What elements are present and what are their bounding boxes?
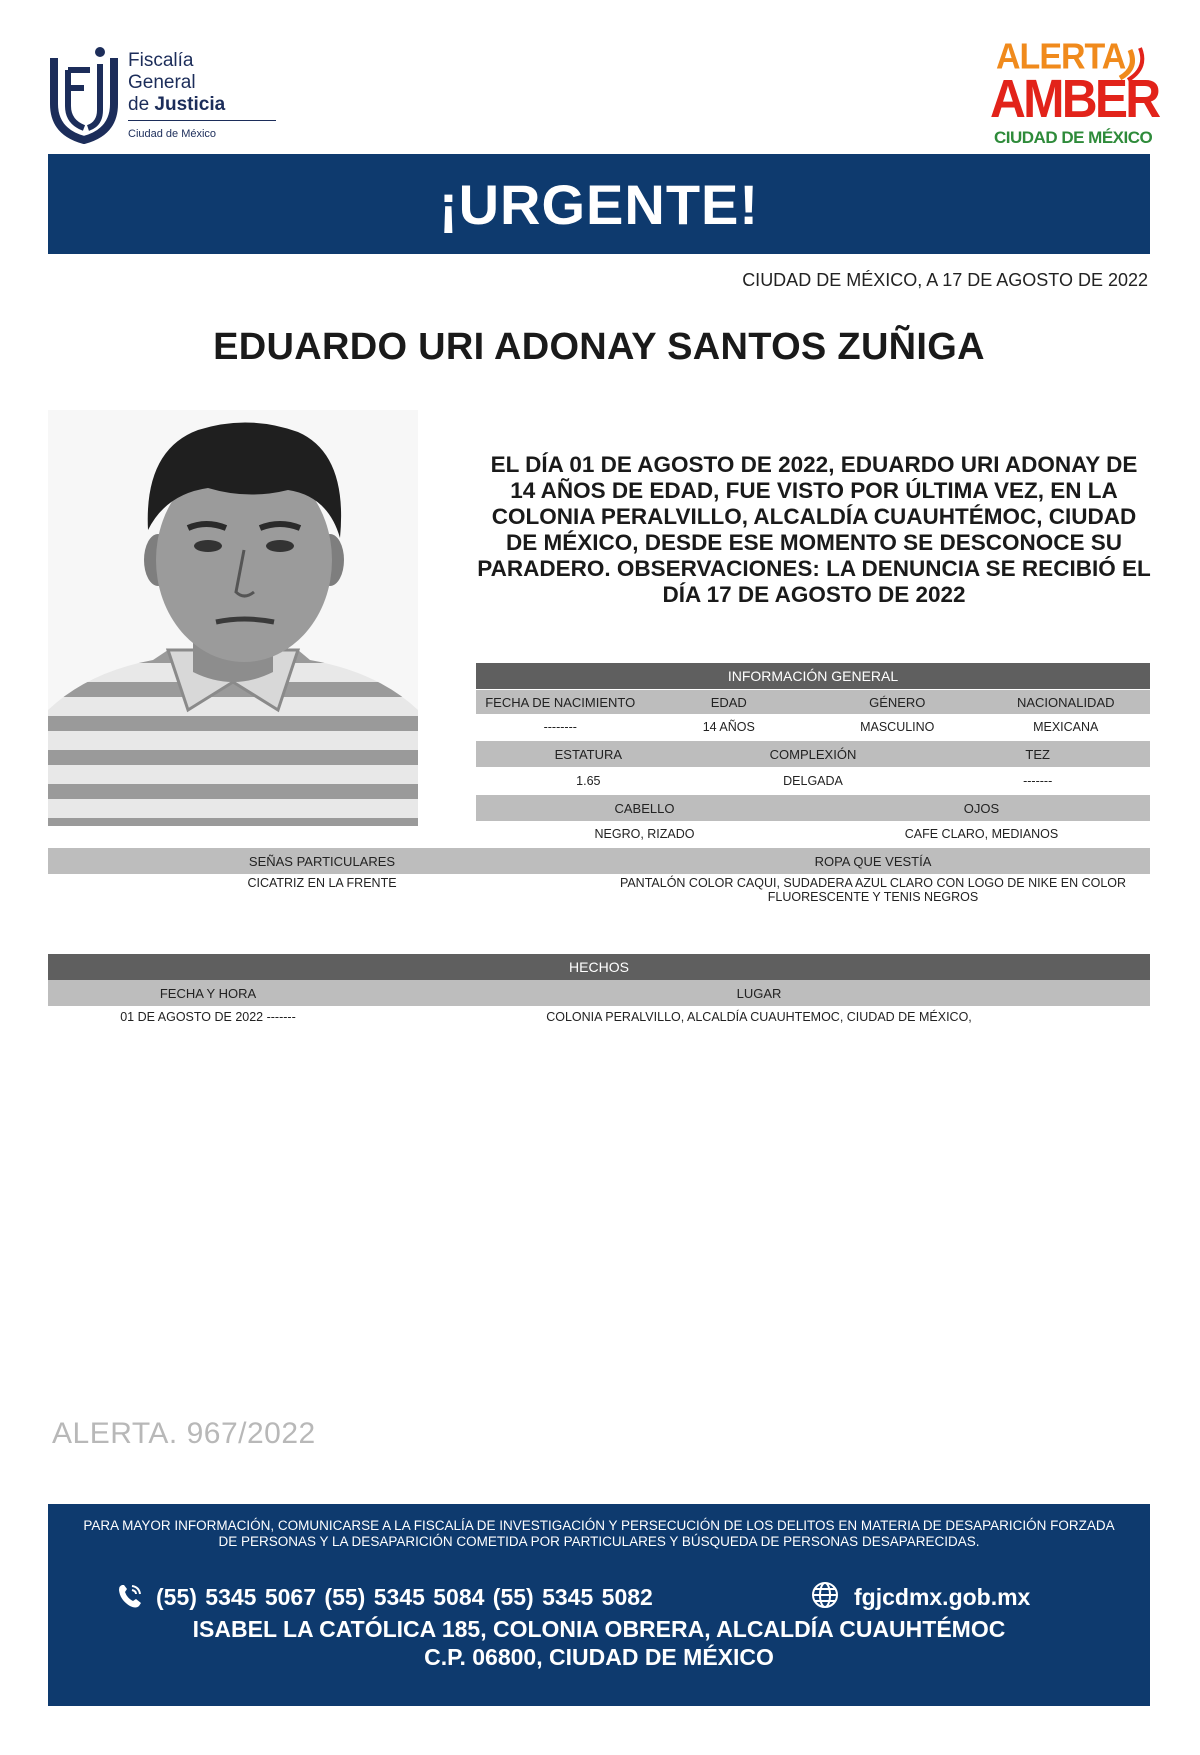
phone-icon [116,1582,144,1610]
value-hair: NEGRO, RIZADO [594,827,695,841]
value-birthdate: -------- [543,720,577,734]
info-header-row-3 [476,795,1150,821]
header-complexion: TEZ [1025,746,1050,762]
amber-word-city: CIUDAD DE MÉXICO [994,128,1153,147]
person-photo [48,410,418,826]
agency-subtitle: Ciudad de México [128,128,217,140]
header-age: EDAD [710,694,747,710]
header-build: COMPLEXIÓN [769,746,857,762]
urgent-title: ¡URGENTE! [438,172,760,236]
value-age: 14 AÑOS [702,720,755,734]
value-distinguishing-marks: CICATRIZ EN LA FRENTE [247,876,397,890]
amber-word-amber: AMBER [990,69,1159,129]
footer-note: PARA MAYOR INFORMACIÓN, COMUNICARSE A LA FISCALÍA DE INVESTIGACIÓN Y PERSECUCIÓN DE LOS DELITOS EN MATERIA DE DESAPARICIÓN FORZADA DE PERSONAS Y LA DESAPARICIÓN COMETIDA POR PARTICULARES Y BÚSQUEDA DE PERSONAS DESAPARECIDAS. [83,1518,1115,1549]
value-place: COLONIA PERALVILLO, ALCALDÍA CUAUHTEMOC, CIUDAD DE MÉXICO, [546,1010,972,1024]
fgj-emblem-icon [48,44,120,144]
footer-phones: (55) 5345 5067 (55) 5345 5084 (55) 5345 5082 [156,1584,653,1610]
agency-name [128,50,225,116]
case-description: EL DÍA 01 DE AGOSTO DE 2022, EDUARDO URI ADONAY DE 14 AÑOS DE EDAD, FUE VISTO POR ÚLTIMA VEZ, EN LA COLONIA PERALVILLO, ALCALDÍA CUAUHTÉMOC, CIUDAD DE MÉXICO, DESDE ESE MOMENTO SE DESCONOCE SU PARADERO. OBSERVACIONES: LA DENUNCIA SE RECIBIÓ EL DÍA 17 DE AGOSTO DE 2022 [477,452,1151,607]
facts-header-row [48,980,1150,1006]
info-value-row-3 [476,822,1150,846]
footer-contact-row [48,1580,1150,1616]
header-birthdate: FECHA DE NACIMIENTO [485,694,636,710]
header-eyes: OJOS [963,800,1000,816]
info-header-row-2 [476,741,1150,767]
header-clothing: ROPA QUE VESTÍA [814,853,932,869]
agency-word-justicia: Justicia [154,94,226,115]
header-hair: CABELLO [614,800,675,816]
urgent-banner [48,154,1150,254]
facts-title-text: HECHOS [569,959,629,975]
contact-footer [48,1504,1150,1706]
header-distinguishing-marks: SEÑAS PARTICULARES [248,853,396,869]
value-eyes: CAFE CLARO, MEDIANOS [904,827,1059,841]
value-clothing: PANTALÓN COLOR CAQUI, SUDADERA AZUL CLARO CON LOGO DE NIKE EN COLOR FLUORESCENTE Y TENIS NEGROS [619,876,1127,904]
agency-word-de: de [128,94,150,115]
header-height: ESTATURA [554,746,623,762]
features-value-row [48,876,1150,908]
amber-word-alerta: ALERTA [996,37,1126,77]
value-gender: MASCULINO [860,720,935,734]
value-complexion: ------- [1023,774,1053,788]
agency-line-3 [128,94,225,116]
info-header-row-1 [476,690,1150,714]
footer-address-line-2: C.P. 06800, CIUDAD DE MÉXICO [424,1644,774,1670]
value-date-time: 01 DE AGOSTO DE 2022 ------- [120,1010,296,1024]
fgj-logo [48,44,238,144]
header-place: LUGAR [736,985,782,1001]
info-table-title [476,663,1150,689]
alert-number: ALERTA. 967/2022 [52,1417,316,1450]
globe-icon [810,1580,840,1610]
agency-line-1: Fiscalía [128,50,194,71]
info-title-text: INFORMACIÓN GENERAL [727,668,899,684]
photo-portrait [48,410,418,826]
features-header-row [48,848,1150,874]
header-date-time: FECHA Y HORA [159,985,257,1001]
agency-line-2: General [128,72,196,93]
value-height: 1.65 [576,774,601,788]
header-gender: GÉNERO [869,694,926,710]
date-line: CIUDAD DE MÉXICO, A 17 DE AGOSTO DE 2022 [742,270,1148,290]
info-value-row-2 [476,769,1150,793]
person-name: EDUARDO URI ADONAY SANTOS ZUÑIGA [213,326,985,368]
agency-divider [128,120,276,121]
value-build: DELGADA [783,774,843,788]
facts-table-title [48,954,1150,980]
value-nationality: MEXICANA [1033,720,1099,734]
info-value-row-1 [476,716,1150,738]
header-nationality: NACIONALIDAD [1016,694,1115,710]
footer-address-line-1: ISABEL LA CATÓLICA 185, COLONIA OBRERA, ALCALDÍA CUAUHTÉMOC [192,1616,1006,1642]
alerta-amber-logo [990,37,1159,150]
footer-website[interactable]: fgjcdmx.gob.mx [854,1584,1031,1610]
facts-value-row [48,1006,1150,1028]
